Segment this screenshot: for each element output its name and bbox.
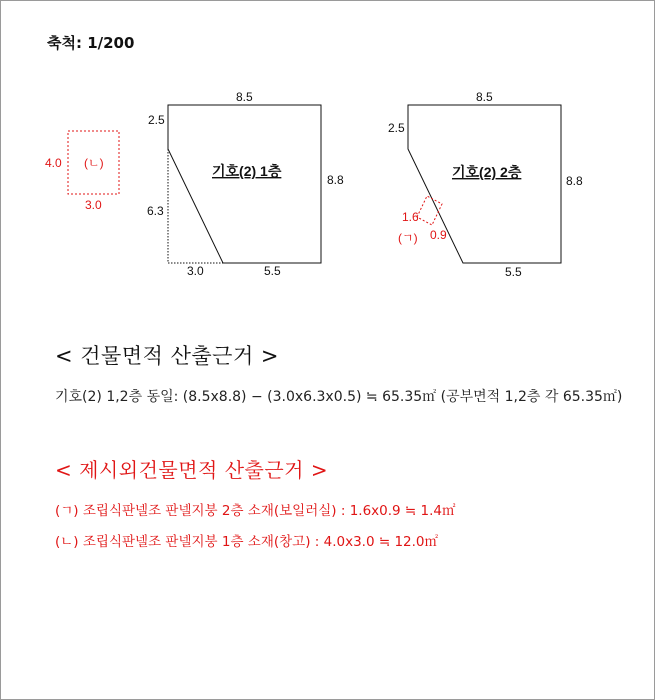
floor1-title: 기호(2) 1층 <box>212 163 282 179</box>
floor2-boiler-room <box>417 196 442 225</box>
building-area-heading: < 건물면적 산출근거 > <box>55 344 280 368</box>
floor2-right-dim: 8.8 <box>566 174 583 188</box>
excluded-area-heading: < 제시외건물면적 산출근거 > <box>55 458 329 482</box>
shed-height-label: 4.0 <box>45 156 62 170</box>
floor2-top-dim: 8.5 <box>476 90 493 104</box>
boiler-width-label: 0.9 <box>430 228 447 242</box>
floor1-right-dim: 8.8 <box>327 173 344 187</box>
floor1-top-dim: 8.5 <box>236 90 253 104</box>
floor1-left-top-dim: 2.5 <box>148 113 165 127</box>
shed-width-label: 3.0 <box>85 198 102 212</box>
floor1-outline <box>168 105 321 263</box>
boiler-length-label: 1.6 <box>402 210 419 224</box>
excluded-area-line-a: (ㄱ) 조립식판넬조 판넬지붕 2층 소재(보일러실) : 1.6x0.9 ≒ 1.4㎡ <box>55 503 456 519</box>
floor1-left-mid-dim: 6.3 <box>147 204 164 218</box>
building-area-formula: 기호(2) 1,2층 동일: (8.5x8.8) − (3.0x6.3x0.5) ≒ 65.35㎡ (공부면적 1,2층 각 65.35㎡) <box>55 389 623 405</box>
floor1-bottom-right-dim: 5.5 <box>264 264 281 278</box>
floor2-left-top-dim: 2.5 <box>388 121 405 135</box>
boiler-mark: (ㄱ) <box>398 231 418 245</box>
floor-plans <box>0 0 655 320</box>
floor1-bottom-left-dim: 3.0 <box>187 264 204 278</box>
floor2-title: 기호(2) 2층 <box>452 164 522 180</box>
excluded-area-line-b: (ㄴ) 조립식판넬조 판넬지붕 1층 소재(창고) : 4.0x3.0 ≒ 12.0㎡ <box>55 534 439 550</box>
scale-label: 축척: 1/200 <box>47 34 135 52</box>
shed-mark: (ㄴ) <box>84 156 104 170</box>
floor2-bottom-right-dim: 5.5 <box>505 265 522 279</box>
